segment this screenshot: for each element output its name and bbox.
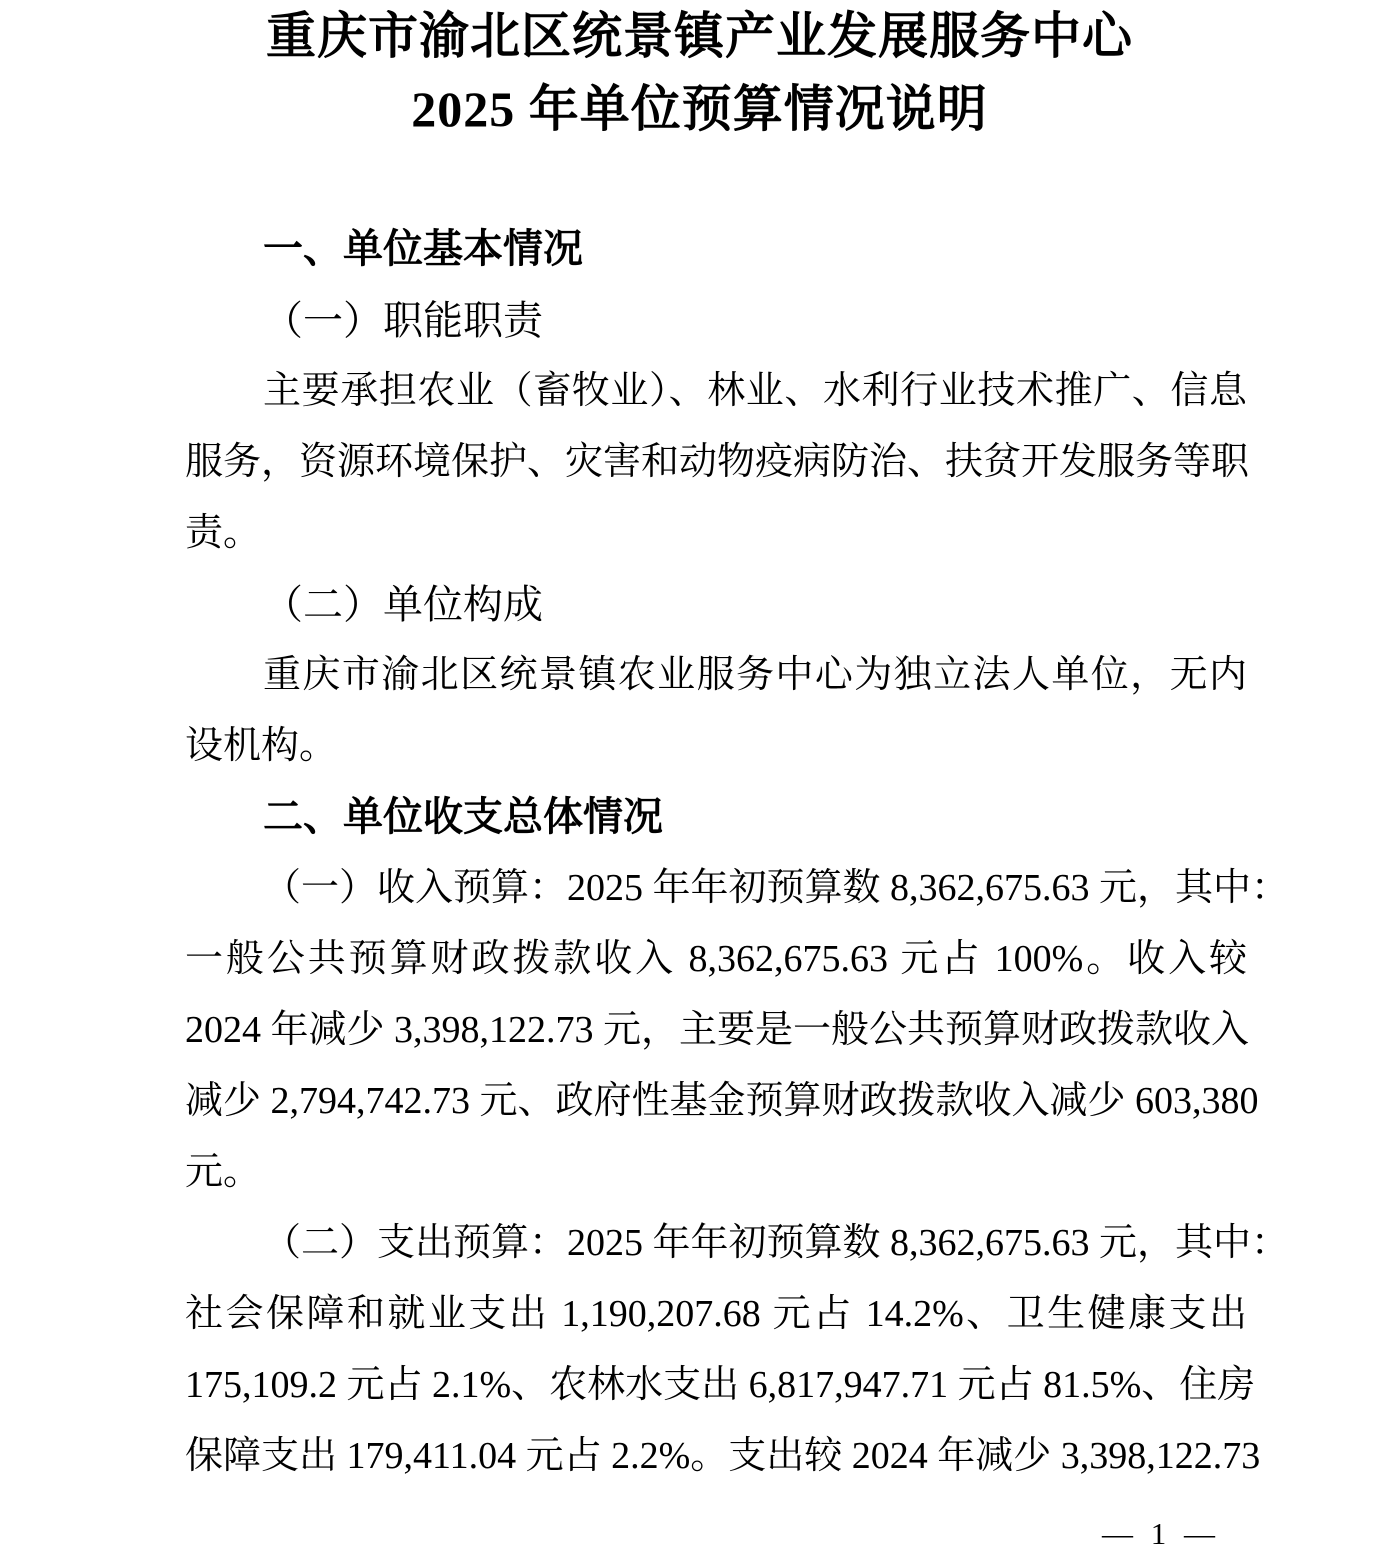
body-line: 一般公共预算财政拨款收入 8,362,675.63 元占 100%。收入较 bbox=[185, 938, 1247, 980]
body-line: 保障支出 179,411.04 元占 2.2%。支出较 2024 年减少 3,398,122.73 bbox=[185, 1435, 1261, 1477]
body-line: （二）支出预算：2025 年年初预算数 8,362,675.63 元，其中： bbox=[263, 1222, 1290, 1264]
title-line-2: 2025 年单位预算情况说明 bbox=[411, 81, 988, 137]
body-line: 设机构。 bbox=[185, 725, 338, 767]
body-line: 减少 2,794,742.73 元、政府性基金预算财政拨款收入减少 603,380 bbox=[185, 1080, 1259, 1122]
body-line: 主要承担农业（畜牧业）、林业、水利行业技术推广、信息 bbox=[263, 370, 1247, 412]
body-line: （一）收入预算：2025 年年初预算数 8,362,675.63 元，其中： bbox=[263, 867, 1290, 909]
subsection-heading: （二）单位构成 bbox=[263, 582, 543, 627]
title-line-1: 重庆市渝北区统景镇产业发展服务中心 bbox=[266, 8, 1133, 64]
body-line: 2024 年减少 3,398,122.73 元，主要是一般公共预算财政拨款收入 bbox=[185, 1009, 1250, 1051]
body-line: 元。 bbox=[185, 1151, 262, 1193]
section-heading: 一、单位基本情况 bbox=[263, 227, 583, 271]
body-line: 重庆市渝北区统景镇农业服务中心为独立法人单位，无内 bbox=[263, 654, 1247, 696]
body-line: 175,109.2 元占 2.1%、农林水支出 6,817,947.71 元占 81.5%、住房 bbox=[185, 1364, 1256, 1406]
document-title bbox=[0, 0, 1399, 146]
body-line: 责。 bbox=[185, 512, 262, 554]
subsection-heading: （一）职能职责 bbox=[263, 298, 543, 343]
body-line: 服务，资源环境保护、灾害和动物疫病防治、扶贫开发服务等职 bbox=[185, 441, 1250, 483]
section-heading: 二、单位收支总体情况 bbox=[263, 795, 663, 839]
page-number: — 1 — bbox=[1102, 1516, 1220, 1550]
body-line: 社会保障和就业支出 1,190,207.68 元占 14.2%、卫生健康支出 bbox=[185, 1293, 1247, 1335]
document-body bbox=[185, 214, 1290, 1492]
